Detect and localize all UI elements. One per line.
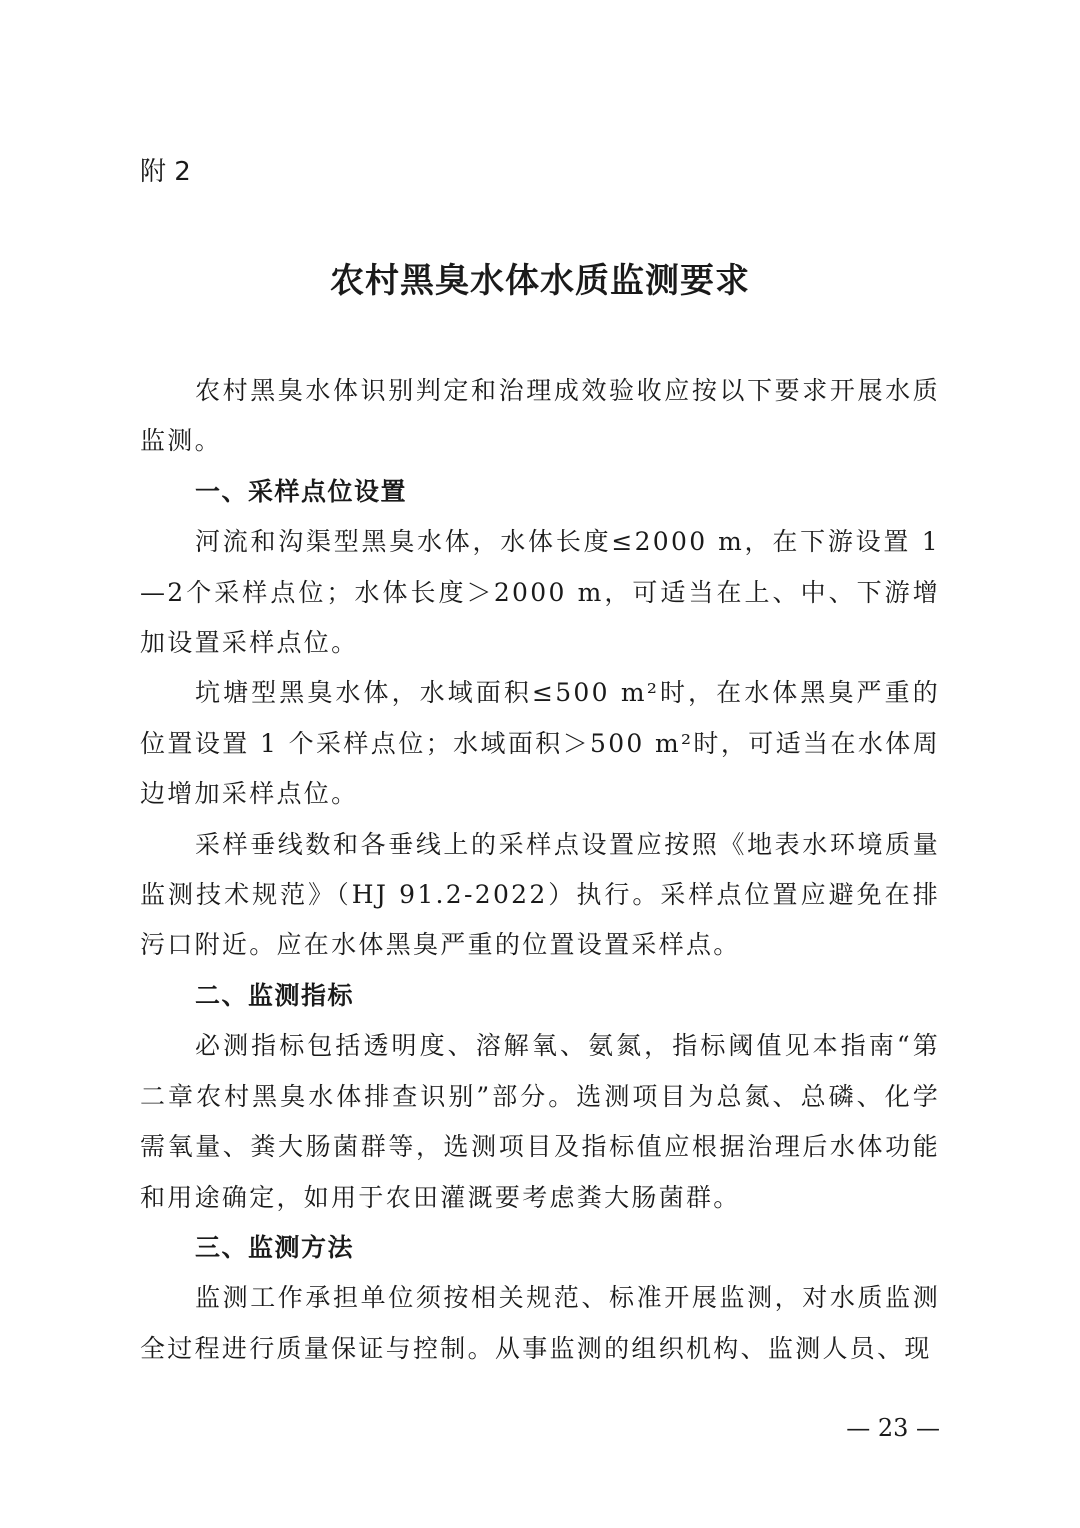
section-heading-sampling-points: 一、采样点位设置 <box>195 476 408 506</box>
paragraph-indicators: 必测指标包括透明度、溶解氧、氨氮，指标阈值见本指南“第二章农村黑臭水体排查识别”部分。选测项目为总氮、总磷、化学需氧量、粪大肠菌群等，选测项目及指标值应根据治理后水体功能和用途确定，如用于农田灌溉要考虑粪大肠菌群。 <box>140 1031 940 1212</box>
intro-paragraph: 农村黑臭水体识别判定和治理成效验收应按以下要求开展水质监测。 <box>140 376 940 456</box>
annex-label: 附 2 <box>140 157 191 187</box>
section-heading-methods: 三、监测方法 <box>195 1232 355 1262</box>
paragraph-methods: 监测工作承担单位须按相关规范、标准开展监测，对水质监测全过程进行质量保证与控制。从事监测的组织机构、监测人员、现 <box>140 1283 940 1363</box>
paragraph-pond-sampling: 坑塘型黑臭水体，水域面积≤500 m²时，在水体黑臭严重的位置设置 1 个采样点位；水域面积＞500 m²时，可适当在水体周边增加采样点位。 <box>140 678 940 809</box>
page-number: — 23 — <box>846 1414 940 1442</box>
paragraph-river-sampling: 河流和沟渠型黑臭水体，水体长度≤2000 m，在下游设置 1—2个采样点位；水体长度＞2000 m，可适当在上、中、下游增加设置采样点位。 <box>140 527 940 658</box>
paragraph-vertical-lines: 采样垂线数和各垂线上的采样点设置应按照《地表水环境质量监测技术规范》（HJ 91.2-2022）执行。采样点位置应避免在排污口附近。应在水体黑臭严重的位置设置采样点。 <box>140 829 940 960</box>
document-body <box>140 366 940 1374</box>
document-title: 农村黑臭水体水质监测要求 <box>330 261 750 301</box>
section-heading-indicators: 二、监测指标 <box>195 980 355 1010</box>
